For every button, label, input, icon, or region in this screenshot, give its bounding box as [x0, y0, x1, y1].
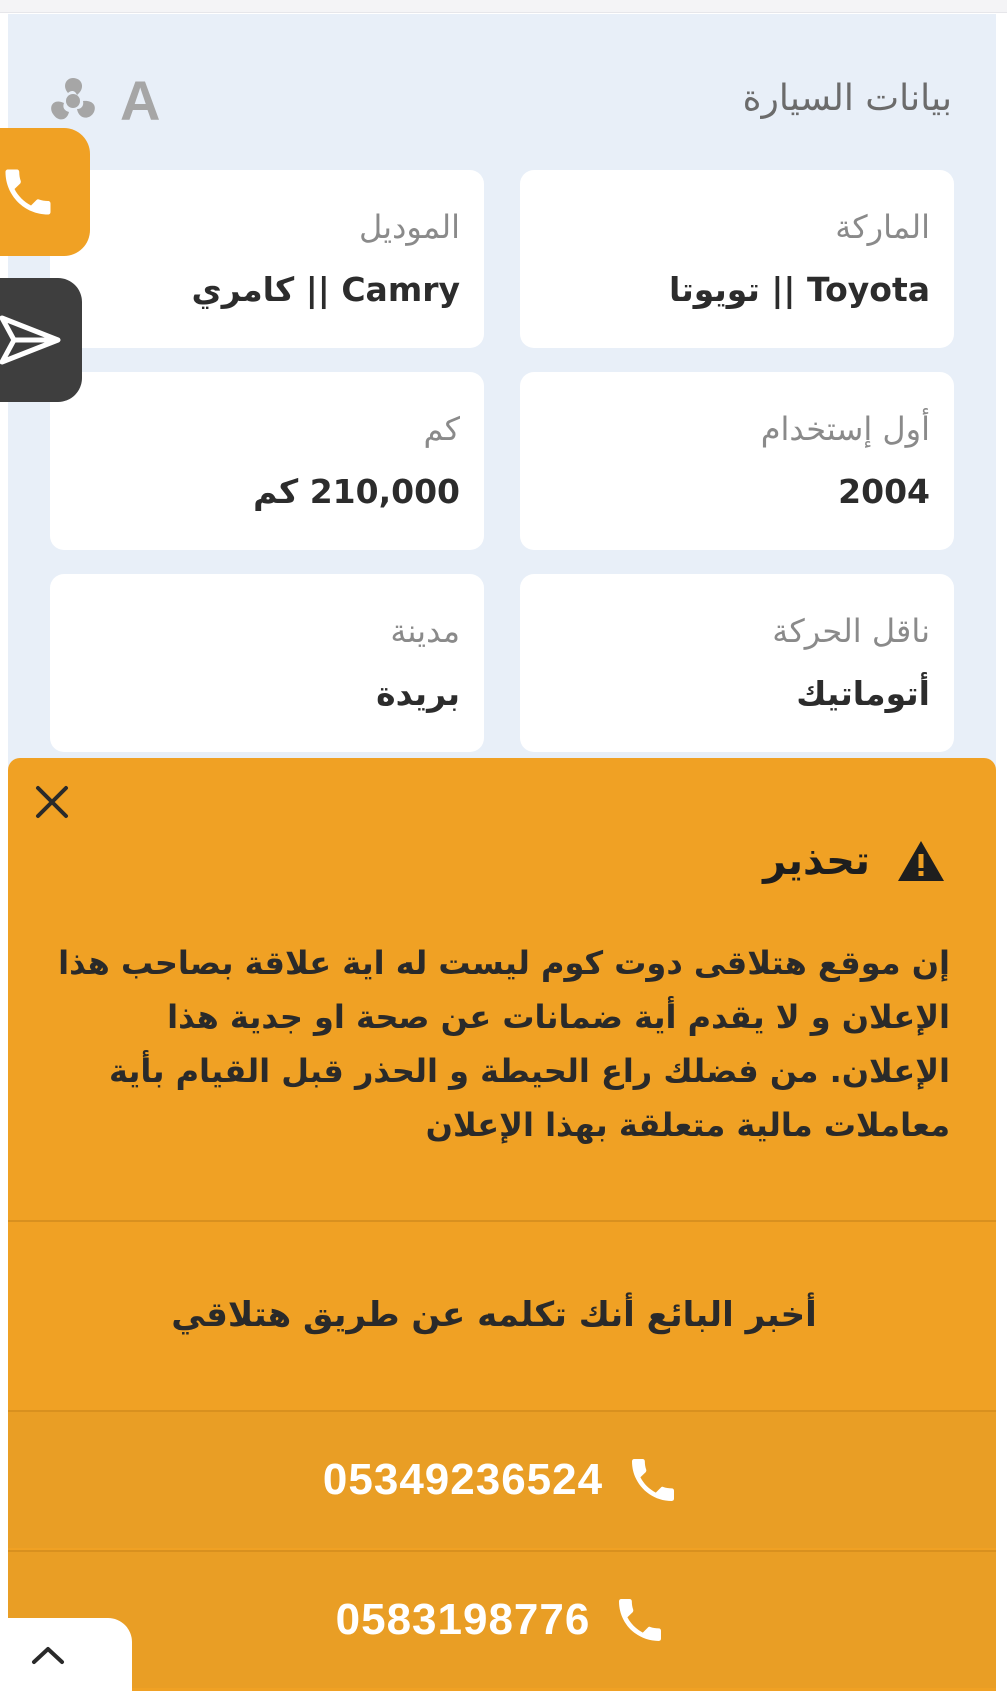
card-model: [50, 170, 484, 348]
phone-icon: [612, 1592, 668, 1648]
card-mileage-value: 210,000 كم: [253, 472, 460, 511]
card-brand-value: Toyota || تويوتا: [668, 270, 930, 309]
card-brand: [520, 170, 954, 348]
card-city: [50, 574, 484, 752]
warning-header: [763, 838, 946, 884]
card-first-use: [520, 372, 954, 550]
divider: [8, 1220, 996, 1222]
floating-share-button[interactable]: [0, 278, 82, 402]
card-brand-label: الماركة: [835, 208, 930, 246]
card-transmission-label: ناقل الحركة: [772, 612, 930, 650]
card-city-label: مدينة: [390, 612, 460, 650]
phone-icon: [0, 162, 58, 222]
tell-seller-note: أخبر البائع أنك تكلمه عن طريق هتلاقي: [171, 1295, 817, 1335]
card-transmission-value: أتوماتيك: [796, 674, 930, 713]
card-transmission: [520, 574, 954, 752]
card-mileage: [50, 372, 484, 550]
phone-button-2[interactable]: [8, 1552, 996, 1688]
close-icon[interactable]: [30, 780, 74, 824]
card-model-label: الموديل: [358, 208, 460, 246]
warning-title: تحذير: [763, 838, 870, 884]
phone-number-2: 0583198776: [335, 1595, 591, 1644]
card-first-use-value: 2004: [838, 472, 930, 511]
phone-button-1[interactable]: [8, 1412, 996, 1548]
card-city-value: بريدة: [376, 674, 460, 713]
text-style-letter: A: [120, 69, 161, 132]
chevron-up-icon: [28, 1640, 68, 1670]
section-title: بيانات السيارة: [742, 78, 952, 119]
card-first-use-label: أول إستخدام: [760, 410, 930, 448]
floating-call-button[interactable]: [0, 128, 90, 256]
card-model-value: Camry || كامري: [191, 270, 460, 309]
warning-message: إن موقع هتلاقى دوت كوم ليست له اية علاقة بصاحب هذا الإعلان و لا يقدم أية ضمانات عن صحة او جدية هذا الإعلان. من فضلك راع الحيطة و الحذر قبل القيام بأية معاملات مالية متعلقة بهذا الإعلان: [58, 944, 950, 1144]
phone-icon: [625, 1452, 681, 1508]
share-icon: [0, 308, 62, 372]
fan-icon: [46, 74, 100, 128]
scroll-top-button[interactable]: [0, 1618, 132, 1691]
phone-number-1: 05349236524: [322, 1455, 604, 1504]
warning-triangle-icon: [896, 839, 946, 883]
browser-top-strip: [0, 0, 1007, 13]
card-mileage-label: كم: [423, 410, 460, 448]
warning-sheet: [8, 758, 996, 1691]
divider: [8, 1410, 996, 1412]
